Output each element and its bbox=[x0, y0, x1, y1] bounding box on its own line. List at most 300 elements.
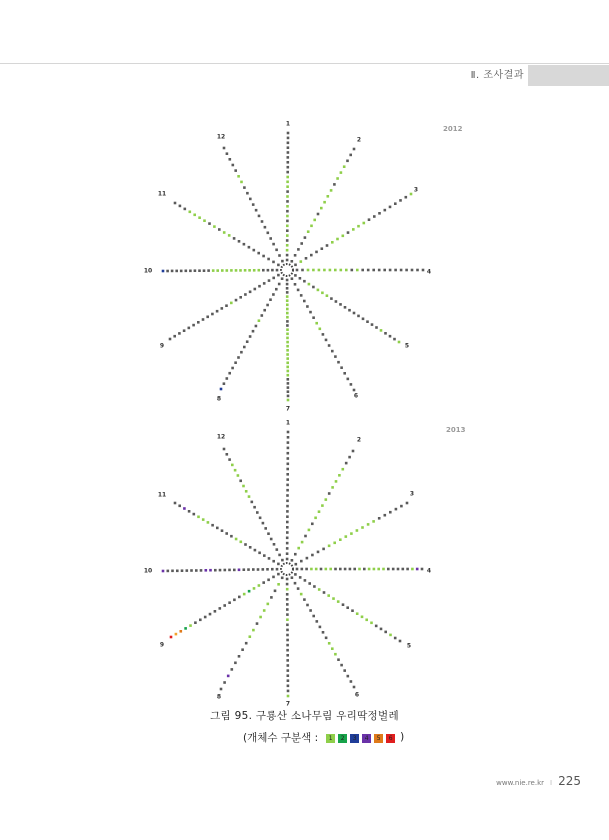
trap-point bbox=[233, 599, 236, 602]
trap-point bbox=[237, 474, 240, 477]
trap-point bbox=[253, 587, 256, 590]
trap-point bbox=[245, 642, 248, 645]
trap-point bbox=[178, 332, 181, 335]
trap-point bbox=[353, 389, 356, 392]
trap-point bbox=[389, 269, 392, 272]
trap-point bbox=[267, 232, 270, 235]
trap-point bbox=[214, 569, 217, 572]
trap-point bbox=[375, 326, 378, 329]
trap-point bbox=[411, 269, 414, 272]
trap-point bbox=[231, 464, 234, 467]
legend-label: (개체수 구분색 : bbox=[243, 731, 319, 744]
trap-point bbox=[378, 517, 381, 520]
trap-point bbox=[226, 269, 229, 272]
trap-point bbox=[235, 269, 238, 272]
trap-point bbox=[197, 516, 200, 519]
trap-point bbox=[286, 558, 289, 561]
trap-point bbox=[286, 333, 289, 336]
trap-point bbox=[244, 543, 247, 546]
trap-point bbox=[367, 523, 370, 526]
trap-point bbox=[189, 624, 192, 627]
trap-point bbox=[266, 568, 269, 571]
trap-point bbox=[220, 688, 223, 691]
trap-point bbox=[287, 156, 290, 159]
trap-point bbox=[384, 209, 387, 212]
trap-point bbox=[180, 270, 183, 273]
trap-point bbox=[416, 568, 419, 571]
trap-point bbox=[244, 269, 247, 272]
trap-point bbox=[339, 303, 342, 306]
trap-point bbox=[252, 330, 255, 333]
year-label: 2013 bbox=[446, 426, 466, 434]
trap-point bbox=[362, 318, 365, 321]
trap-point bbox=[318, 588, 321, 591]
trap-point bbox=[248, 246, 251, 249]
trap-point bbox=[287, 137, 290, 140]
trap-point bbox=[410, 193, 413, 196]
trap-point bbox=[287, 452, 290, 455]
trap-point bbox=[249, 546, 252, 549]
trap-point bbox=[224, 569, 227, 572]
trap-point bbox=[243, 186, 246, 189]
trap-point bbox=[195, 569, 198, 572]
trap-point bbox=[287, 674, 290, 677]
trap-point bbox=[287, 142, 290, 145]
trap-point bbox=[316, 620, 319, 623]
trap-point bbox=[317, 289, 320, 292]
trap-point bbox=[247, 568, 250, 571]
trap-point bbox=[286, 287, 289, 290]
trap-point bbox=[255, 325, 258, 328]
trap-point bbox=[275, 249, 278, 252]
trap-point bbox=[223, 147, 226, 150]
trap-point bbox=[312, 286, 315, 289]
trap-point bbox=[372, 269, 375, 272]
page-footer bbox=[496, 774, 581, 788]
trap-point bbox=[331, 647, 334, 650]
trap-point bbox=[361, 526, 364, 529]
trap-point bbox=[294, 283, 297, 286]
trap-point bbox=[350, 680, 353, 683]
trap-point bbox=[286, 613, 289, 616]
trap-point bbox=[297, 289, 300, 292]
trap-point bbox=[221, 307, 224, 310]
legend-swatch: 5 bbox=[374, 734, 383, 743]
trap-point bbox=[277, 573, 280, 576]
trap-point bbox=[326, 244, 329, 247]
trap-point bbox=[238, 240, 241, 243]
trap-point bbox=[366, 320, 369, 323]
trap-point bbox=[241, 648, 244, 651]
trap-point bbox=[263, 609, 266, 612]
trap-point bbox=[320, 568, 323, 571]
trap-point bbox=[337, 658, 340, 661]
trap-point bbox=[363, 568, 366, 571]
trap-point bbox=[287, 378, 290, 381]
trap-point bbox=[234, 469, 237, 472]
trap-point bbox=[171, 270, 174, 273]
trap-point bbox=[348, 456, 351, 459]
trap-point bbox=[211, 524, 214, 527]
trap-point bbox=[286, 279, 289, 282]
trap-point bbox=[306, 305, 309, 308]
trap-point bbox=[286, 312, 289, 315]
trap-point bbox=[286, 295, 289, 298]
trap-point bbox=[361, 616, 364, 619]
trap-point bbox=[286, 320, 289, 323]
trap-point bbox=[264, 527, 267, 530]
trap-point bbox=[315, 251, 318, 254]
trap-point bbox=[299, 576, 302, 579]
trap-point bbox=[180, 630, 183, 633]
trap-point bbox=[277, 264, 280, 267]
trap-point bbox=[219, 569, 222, 572]
trap-point bbox=[397, 568, 400, 571]
direction-label: 6 bbox=[354, 691, 360, 699]
trap-point bbox=[286, 478, 289, 481]
trap-point bbox=[383, 269, 386, 272]
trap-point bbox=[286, 644, 289, 647]
trap-point bbox=[353, 686, 356, 689]
trap-point bbox=[350, 383, 353, 386]
trap-point bbox=[332, 597, 335, 600]
trap-point bbox=[286, 593, 289, 596]
trap-point bbox=[320, 207, 323, 210]
direction-label: 9 bbox=[159, 641, 165, 649]
trap-point bbox=[243, 243, 246, 246]
trap-point bbox=[249, 291, 252, 294]
trap-point bbox=[202, 318, 205, 321]
trap-point bbox=[267, 532, 270, 535]
direction-label: 11 bbox=[157, 491, 167, 499]
trap-point bbox=[189, 270, 192, 273]
trap-point bbox=[377, 568, 380, 571]
trap-point bbox=[286, 234, 289, 237]
trap-point bbox=[252, 629, 255, 632]
trap-point bbox=[294, 573, 297, 576]
trap-point bbox=[243, 593, 246, 596]
trap-point bbox=[286, 505, 289, 508]
trap-point bbox=[296, 568, 299, 571]
trap-point bbox=[395, 508, 398, 511]
trap-point bbox=[286, 542, 289, 545]
trap-point bbox=[262, 269, 265, 272]
trap-point bbox=[243, 346, 246, 349]
trap-point bbox=[286, 362, 289, 365]
trap-point bbox=[162, 270, 165, 273]
trap-point bbox=[305, 257, 308, 260]
trap-point bbox=[286, 304, 289, 307]
trap-point bbox=[286, 473, 289, 476]
direction-label: 8 bbox=[216, 693, 222, 701]
trap-point bbox=[286, 526, 289, 529]
trap-point bbox=[340, 269, 343, 272]
trap-point bbox=[267, 258, 270, 261]
center-ring bbox=[281, 563, 293, 575]
direction-label: 2 bbox=[356, 436, 362, 444]
trap-point bbox=[334, 653, 337, 656]
trap-point bbox=[314, 517, 317, 520]
trap-point bbox=[262, 522, 265, 525]
trap-point bbox=[286, 598, 289, 601]
trap-point bbox=[227, 675, 230, 678]
trap-point bbox=[387, 568, 390, 571]
legend-close: ) bbox=[400, 731, 405, 743]
trap-point bbox=[188, 327, 191, 330]
trap-point bbox=[287, 395, 290, 398]
trap-point bbox=[259, 616, 262, 619]
trap-point bbox=[223, 681, 226, 684]
trap-point bbox=[400, 505, 403, 508]
trap-point bbox=[202, 518, 205, 521]
trap-point bbox=[353, 568, 356, 571]
trap-point bbox=[207, 269, 210, 272]
trap-point bbox=[230, 302, 233, 305]
trap-point bbox=[325, 568, 328, 571]
trap-point bbox=[207, 521, 210, 524]
trap-point bbox=[304, 535, 307, 538]
direction-label: 5 bbox=[406, 642, 412, 650]
trap-point bbox=[297, 248, 300, 251]
trap-point bbox=[246, 340, 249, 343]
trap-point bbox=[308, 529, 311, 532]
trap-point bbox=[286, 341, 289, 344]
trap-point bbox=[212, 269, 215, 272]
legend-swatch: 6 bbox=[386, 734, 395, 743]
trap-point bbox=[361, 269, 364, 272]
trap-point bbox=[286, 316, 289, 319]
radial-chart-2013 bbox=[144, 420, 466, 708]
trap-point bbox=[248, 495, 251, 498]
trap-point bbox=[272, 293, 275, 296]
trap-point bbox=[405, 196, 408, 199]
direction-label: 10 bbox=[143, 567, 153, 575]
trap-point bbox=[323, 269, 326, 272]
trap-point bbox=[337, 361, 340, 364]
trap-point bbox=[392, 568, 395, 571]
direction-label: 6 bbox=[353, 392, 359, 400]
trap-point bbox=[281, 559, 284, 562]
trap-point bbox=[300, 242, 303, 245]
trap-point bbox=[264, 226, 267, 229]
trap-point bbox=[286, 500, 289, 503]
trap-point bbox=[262, 255, 265, 258]
trap-point bbox=[301, 269, 304, 272]
trap-point bbox=[253, 506, 256, 509]
trap-point bbox=[329, 269, 332, 272]
trap-point bbox=[181, 569, 184, 572]
trap-point bbox=[384, 332, 387, 335]
trap-point bbox=[287, 436, 290, 439]
trap-point bbox=[294, 264, 297, 267]
figure-caption: 그림 95. 구룡산 소나무림 우리딱정벌레 bbox=[210, 710, 399, 722]
trap-point bbox=[262, 568, 265, 571]
trap-point bbox=[315, 568, 318, 571]
trap-point bbox=[211, 313, 214, 316]
trap-point bbox=[270, 538, 273, 541]
trap-point bbox=[345, 269, 348, 272]
trap-point bbox=[310, 225, 313, 228]
trap-point bbox=[327, 195, 330, 198]
trap-point bbox=[286, 510, 289, 513]
direction-label: 12 bbox=[216, 133, 226, 141]
trap-point bbox=[411, 568, 414, 571]
trap-point bbox=[287, 669, 290, 672]
trap-point bbox=[294, 254, 297, 257]
trap-point bbox=[291, 559, 294, 562]
trap-point bbox=[286, 659, 289, 662]
trap-point bbox=[225, 532, 228, 535]
trap-point bbox=[306, 604, 309, 607]
trap-point bbox=[216, 310, 219, 313]
trap-point bbox=[328, 492, 331, 495]
section-title: Ⅱ. 조사결과 bbox=[470, 70, 524, 81]
trap-point bbox=[328, 642, 331, 645]
trap-point bbox=[406, 502, 409, 505]
trap-point bbox=[263, 309, 266, 312]
trap-point bbox=[352, 228, 355, 231]
trap-point bbox=[356, 529, 359, 532]
trap-point bbox=[287, 390, 290, 393]
trap-point bbox=[286, 229, 289, 232]
trap-point bbox=[344, 306, 347, 309]
trap-point bbox=[239, 269, 242, 272]
trap-point bbox=[329, 568, 332, 571]
trap-point bbox=[287, 431, 290, 434]
trap-point bbox=[318, 269, 321, 272]
trap-point bbox=[173, 335, 176, 338]
trap-point bbox=[186, 569, 189, 572]
trap-point bbox=[189, 211, 192, 214]
trap-point bbox=[276, 548, 279, 551]
trap-point bbox=[228, 601, 231, 604]
trap-point bbox=[226, 152, 229, 155]
trap-point bbox=[258, 552, 261, 555]
trap-point bbox=[269, 237, 272, 240]
trap-point bbox=[378, 269, 381, 272]
trap-point bbox=[287, 679, 290, 682]
trap-point bbox=[331, 350, 334, 353]
trap-point bbox=[353, 312, 356, 315]
trap-point bbox=[281, 577, 284, 580]
trap-point bbox=[261, 314, 264, 317]
trap-point bbox=[303, 280, 306, 283]
trap-point bbox=[286, 583, 289, 586]
trap-point bbox=[287, 370, 290, 373]
trap-point bbox=[266, 304, 269, 307]
trap-point bbox=[257, 252, 260, 255]
trap-point bbox=[373, 568, 376, 571]
trap-point bbox=[178, 505, 181, 508]
trap-point bbox=[339, 538, 342, 541]
trap-point bbox=[238, 569, 241, 572]
trap-point bbox=[259, 517, 262, 520]
trap-point bbox=[286, 629, 289, 632]
trap-point bbox=[216, 269, 219, 272]
trap-point bbox=[198, 269, 201, 272]
trap-point bbox=[209, 569, 212, 572]
trap-point bbox=[287, 664, 290, 667]
trap-point bbox=[256, 622, 259, 625]
trap-point bbox=[278, 283, 281, 286]
trap-point bbox=[372, 520, 375, 523]
trap-point bbox=[205, 569, 208, 572]
trap-point bbox=[375, 625, 378, 628]
trap-point bbox=[208, 222, 211, 225]
legend-swatch: 4 bbox=[362, 734, 371, 743]
direction-label: 12 bbox=[216, 433, 226, 441]
trap-point bbox=[336, 238, 339, 241]
trap-point bbox=[309, 609, 312, 612]
trap-point bbox=[170, 636, 173, 639]
trap-point bbox=[312, 269, 315, 272]
trap-point bbox=[240, 351, 243, 354]
trap-point bbox=[287, 382, 290, 385]
trap-point bbox=[269, 298, 272, 301]
trap-point bbox=[286, 205, 289, 208]
trap-point bbox=[223, 604, 226, 607]
trap-point bbox=[286, 220, 289, 223]
trap-point bbox=[263, 282, 266, 285]
trap-point bbox=[256, 511, 259, 514]
trap-point bbox=[286, 624, 289, 627]
trap-point bbox=[244, 293, 247, 296]
trap-point bbox=[220, 388, 223, 391]
trap-point bbox=[188, 510, 191, 513]
trap-point bbox=[253, 269, 256, 272]
trap-point bbox=[233, 237, 236, 240]
trap-point bbox=[249, 198, 252, 201]
trap-point bbox=[193, 214, 196, 217]
trap-point bbox=[286, 244, 289, 247]
trap-point bbox=[322, 333, 325, 336]
trap-point bbox=[209, 613, 212, 616]
trap-point bbox=[286, 200, 289, 203]
trap-point bbox=[356, 612, 359, 615]
trap-point bbox=[346, 160, 349, 163]
trap-point bbox=[277, 583, 280, 586]
trap-point bbox=[286, 547, 289, 550]
trap-point bbox=[312, 615, 315, 618]
trap-point bbox=[263, 554, 266, 557]
trap-point bbox=[194, 269, 197, 272]
trap-point bbox=[287, 399, 290, 402]
trap-point bbox=[183, 507, 186, 510]
trap-point bbox=[234, 361, 237, 364]
trap-point bbox=[235, 538, 238, 541]
trap-point bbox=[242, 485, 245, 488]
trap-point bbox=[286, 639, 289, 642]
trap-point bbox=[276, 269, 279, 272]
trap-point bbox=[318, 510, 321, 513]
trap-point bbox=[286, 210, 289, 213]
trap-point bbox=[348, 309, 351, 312]
trap-point bbox=[262, 581, 265, 584]
trap-point bbox=[223, 382, 226, 385]
trap-point bbox=[198, 216, 201, 219]
trap-point bbox=[252, 203, 255, 206]
direction-label: 2 bbox=[356, 136, 362, 144]
trap-point bbox=[275, 288, 278, 291]
trap-point bbox=[307, 230, 310, 233]
trap-point bbox=[175, 270, 178, 273]
trap-point bbox=[248, 269, 251, 272]
trap-point bbox=[287, 132, 290, 135]
trap-point bbox=[258, 285, 261, 288]
trap-point bbox=[204, 616, 207, 619]
trap-point bbox=[286, 649, 289, 652]
trap-point bbox=[255, 209, 258, 212]
